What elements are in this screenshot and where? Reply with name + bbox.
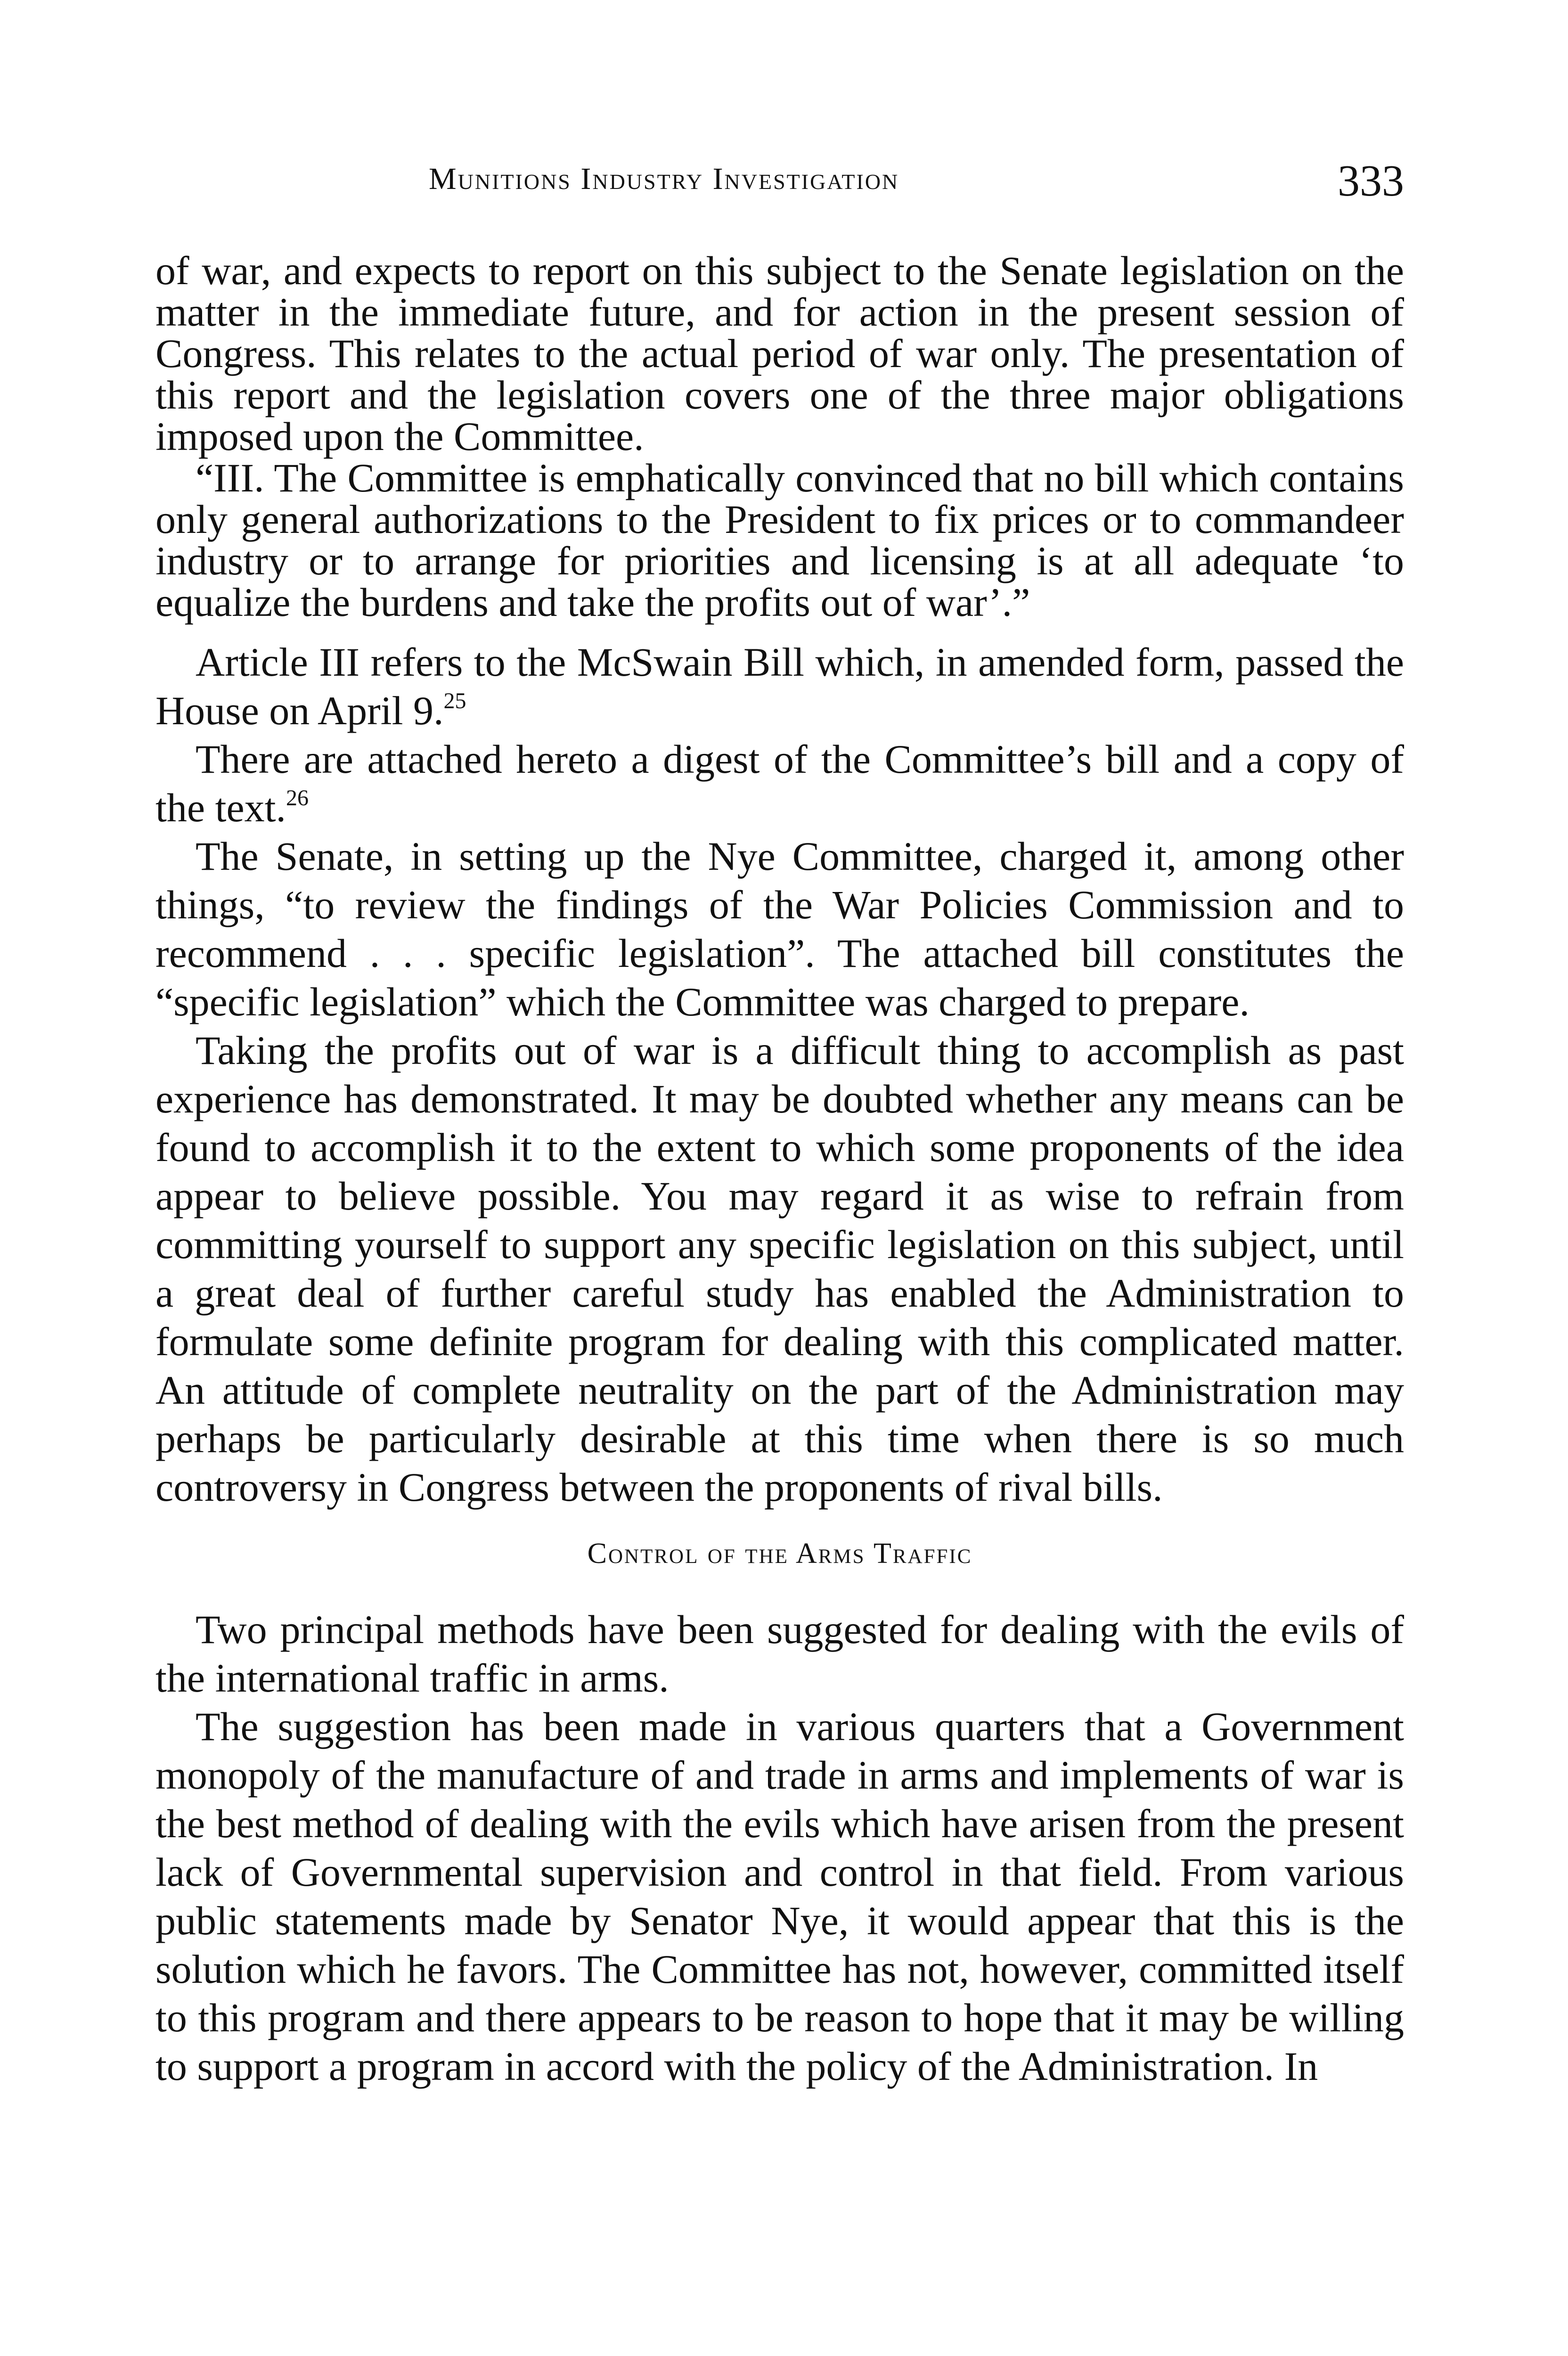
paragraph-attached-digest: There are attached hereto a digest of the Committee’s bill and a copy of the text.$^{26}$	[155, 736, 1404, 830]
quoted-paragraph-iii: “III. The Committee is emphatically convinced that no bill which contains only general authorizations to the President to fix prices or to commandeer industry or to arrange for priorities and licensing is at all adequate ‘to equalize the burdens and take the profits out of war’.”	[155, 455, 1404, 625]
paragraph-two-methods: Two principal methods have been suggested for dealing with the evils of the international traffic in arms.	[155, 1607, 1404, 1701]
paragraph-article-iii: Article III refers to the McSwain Bill which, in amended form, passed the House on April 9.25	[155, 639, 1404, 733]
section-heading: Control of the Arms Traffic	[587, 1538, 972, 1570]
page-number: 333	[1338, 156, 1404, 205]
paragraph-continuation: of war, and expects to report on this subject to the Senate legislation on the matter in the immediate future, and for action in the present session of Congress. This relates to the actual period of war only. The presentation of this report and the legislation covers one of the three major obligations imposed upon the Committee.	[155, 248, 1404, 459]
running-title: Munitions Industry Investigation	[429, 162, 899, 196]
footnote-ref-26: 26	[286, 785, 309, 810]
footnote-ref-25: 25	[443, 688, 466, 713]
paragraph-profits-of-war: Taking the profits out of war is a difficult thing to accomplish as past experience has demonstrated. It may be doubted whether any means can be found to accomplish it to the extent to which some proponents of the idea appear to believe possible. You may regard it as wise to refrain from committing yourself to support any specific legislation on this subject, until a great deal of further careful study has enabled the Administration to formulate some definite program for dealing with this complicated matter. An attitude of complete neutrality on the part of the Administration may perhaps be particularly desirable at this time when there is so much controversy in Congress between the proponents of rival bills.	[155, 1028, 1404, 1510]
paragraph-government-monopoly: The suggestion has been made in various quarters that a Government monopoly of the manufacture of and trade in arms and implements of war is the best method of dealing with the evils which have arisen from the present lack of Governmental supervision and control in that field. From various public statements made by Senator Nye, it would appear that this is the solution which he favors. The Committee has not, however, committed itself to this program and there appears to be reason to hope that it may be willing to support a program in accord with the policy of the Administration. In	[155, 1704, 1404, 2089]
body-text	[155, 250, 1404, 2091]
paragraph-nye-committee: The Senate, in setting up the Nye Committee, charged it, among other things, “to review the findings of the War Policies Commission and to recommend . . . specific legislation”. The attached bill constitutes the “specific legislation” which the Committee was charged to prepare.	[155, 834, 1404, 1024]
running-header	[155, 155, 1404, 212]
